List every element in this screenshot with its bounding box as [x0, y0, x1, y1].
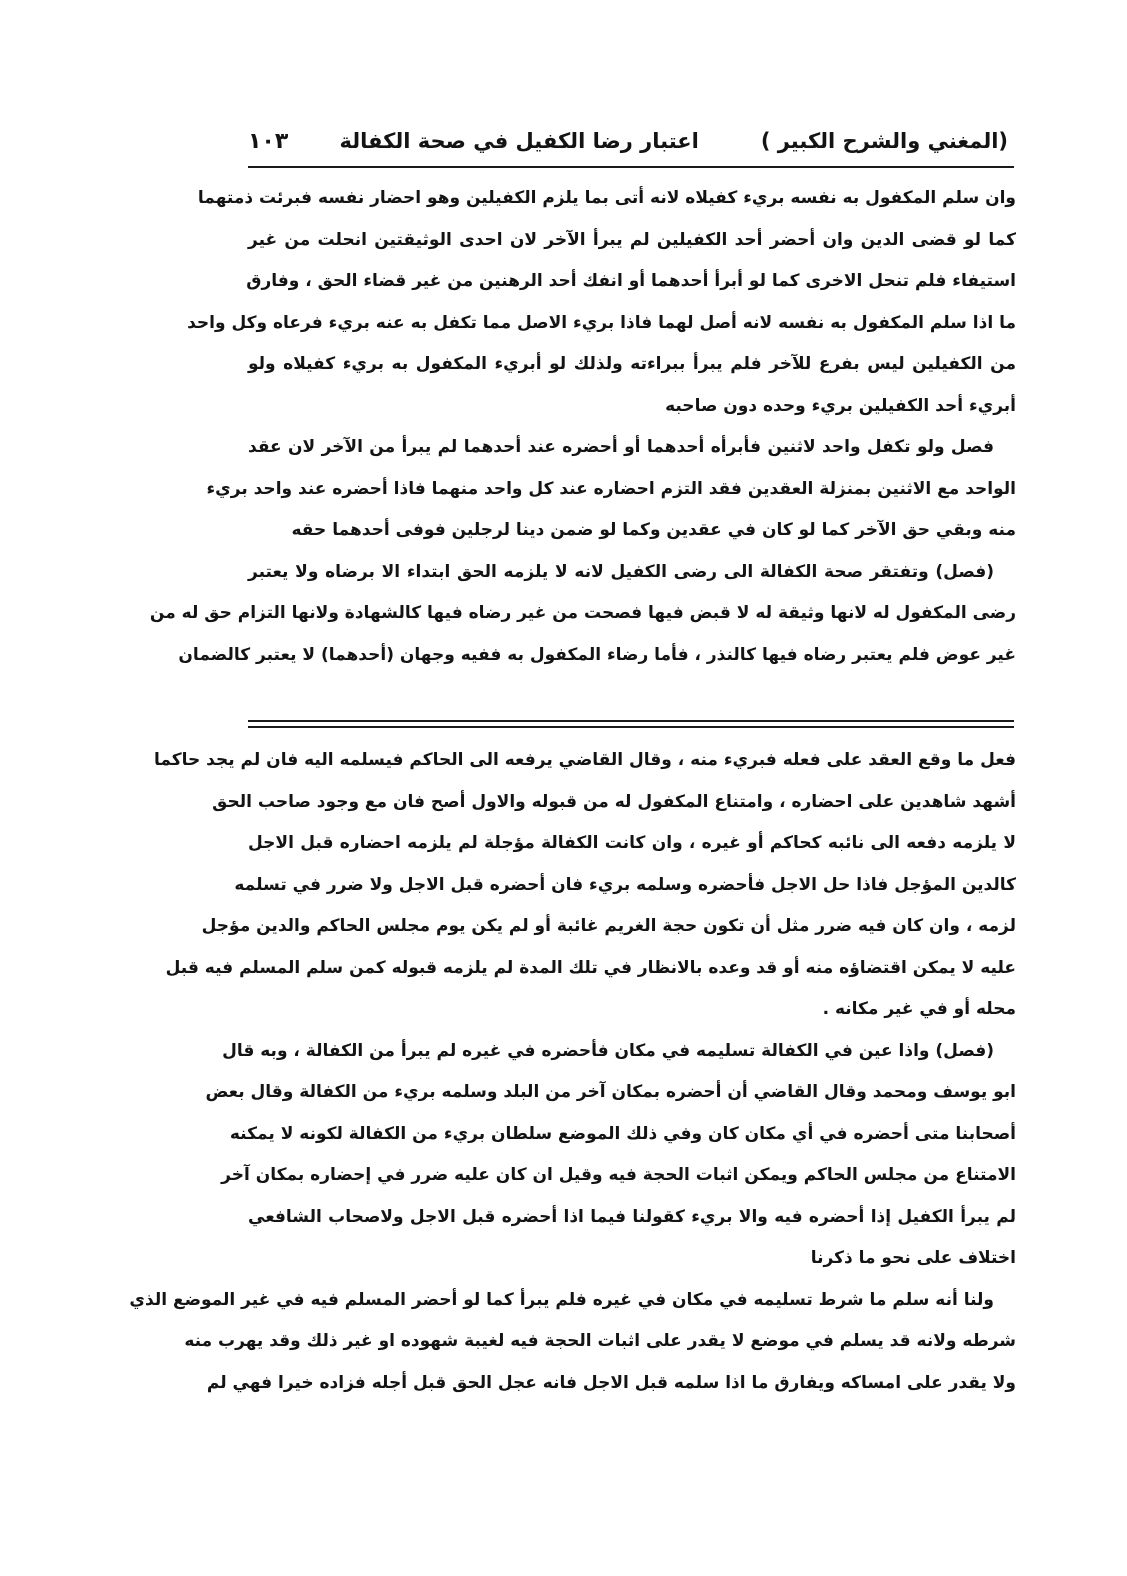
- running-head-chapter-title: اعتبار رضا الكفيل في صحة الكفالة: [339, 129, 699, 153]
- text-line: منه وبقي حق الآخر كما لو كان في عقدين وكما لو ضمن دينا لرجلين فوفى أحدهما حقه: [291, 520, 1016, 540]
- text-line: غير عوض فلم يعتبر رضاه فيها كالنذر ، فأما رضاء المكفول به ففيه وجهان (أحدهما) لا يعتبر كالضمان: [178, 644, 1016, 665]
- text-line: كالدين المؤجل فاذا حل الاجل فأحضره وسلمه بريء فان أحضره قبل الاجل ولا ضرر في تسلمه: [234, 874, 1016, 895]
- text-line: أشهد شاهدين على احضاره ، وامتناع المكفول له من قبوله والاول أصح فان مع وجود صاحب الحق: [212, 791, 1016, 812]
- text-line: فصل ولو تكفل واحد لاثنين فأبرأه أحدهما أو أحضره عند أحدهما لم يبرأ من الآخر لان عقد: [248, 437, 994, 457]
- text-line: محله أو في غير مكانه .: [822, 999, 1016, 1019]
- page-header: [248, 118, 1008, 164]
- paragraph: [153, 740, 1016, 1031]
- commentary-text-block: [129, 740, 1016, 1404]
- text-line: عليه لا يمكن اقتضاؤه منه أو قد وعده بالانظار في تلك المدة لم يلزمه قبوله كمن سلم المسلم فيه قبل: [165, 957, 1016, 978]
- divider-rule-top: [248, 720, 1014, 722]
- text-line: رضى المكفول له لانها وثيقة له لا قبض فيها فصحت من غير رضاه فيها كالشهادة ولانها التزام حق له من: [149, 603, 1016, 623]
- text-line: ولا يقدر على امساكه ويفارق ما اذا سلمه قبل الاجل فانه عجل الحق قبل أجله فزاده خيرا فهي لم: [206, 1372, 1016, 1393]
- page-number: ١٠٣: [248, 128, 289, 154]
- text-line: ولنا أنه سلم ما شرط تسليمه في مكان في غيره فلم يبرأ كما لو أحضر المسلم فيه في غير الموضع الذي: [129, 1289, 994, 1310]
- text-line: (فصل) واذا عين في الكفالة تسليمه في مكان فأحضره في غيره لم يبرأ من الكفالة ، وبه قال: [222, 1040, 994, 1061]
- text-line: أبريء أحد الكفيلين بريء وحده دون صاحبه: [665, 395, 1016, 416]
- main-text-block: [149, 178, 1016, 676]
- text-line: لزمه ، وان كان فيه ضرر مثل أن تكون حجة الغريم غائبة أو لم يكن يوم مجلس الحاكم والدين مؤجل: [201, 916, 1016, 936]
- header-rule: [248, 166, 1014, 168]
- paragraph: [187, 178, 1016, 427]
- text-line: الامتناع من مجلس الحاكم ويمكن اثبات الحجة فيه وقيل ان كان عليه ضرر في إحضاره بمكان آخر: [221, 1165, 1016, 1185]
- paragraph: [206, 427, 1016, 552]
- paragraph: [205, 1031, 1016, 1280]
- paragraph: [129, 1280, 1016, 1405]
- text-line: شرطه ولانه قد يسلم في موضع لا يقدر على اثبات الحجة فيه لغيبة شهوده او غير ذلك وقد يهرب منه: [184, 1331, 1016, 1351]
- paragraph: [149, 552, 1016, 677]
- text-line: كما لو قضى الدين وان أحضر أحد الكفيلين لم يبرأ الآخر لان احدى الوثيقتين انحلت من غير: [248, 229, 1016, 250]
- text-line: من الكفيلين ليس بفرع للآخر فلم يبرأ ببراءته ولذلك لو أبريء المكفول به بريء كفيلاه ولو: [248, 354, 1016, 374]
- text-line: استيفاء فلم تنحل الاخرى كما لو أبرأ أحدهما أو انفك أحد الرهنين من غير قضاء الحق ، وفارق: [246, 271, 1016, 291]
- text-line: ما اذا سلم المكفول به نفسه لانه أصل لهما فاذا بريء الاصل مما تكفل به عنه بريء فرعاه وكل واحد: [187, 312, 1016, 333]
- text-line: ابو يوسف ومحمد وقال القاضي أن أحضره بمكان آخر من البلد وسلمه بريء من الكفالة وقال بعض: [205, 1082, 1016, 1102]
- text-line: (فصل) وتفتقر صحة الكفالة الى رضى الكفيل لانه لا يلزمه الحق ابتداء الا برضاه ولا يعتبر: [248, 561, 994, 582]
- text-line: لا يلزمه دفعه الى نائبه كحاكم أو غيره ، وان كانت الكفالة مؤجلة لم يلزمه احضاره قبل الاجل: [248, 833, 1016, 853]
- text-line: أصحابنا متى أحضره في أي مكان كان وفي ذلك الموضع سلطان بريء من الكفالة لكونه لا يمكنه: [229, 1123, 1016, 1144]
- text-line: لم يبرأ الكفيل إذا أحضره فيه والا بريء كقولنا فيما اذا أحضره قبل الاجل ولاصحاب الشافعي: [248, 1206, 1016, 1227]
- text-line: الواحد مع الاثنين بمنزلة العقدين فقد التزم احضاره عند كل واحد منهما فاذا أحضره عند واحد بريء: [206, 478, 1016, 499]
- text-line: وان سلم المكفول به نفسه بريء كفيلاه لانه أتى بما يلزم الكفيلين وهو احضار نفسه فبرئت ذمتهما: [197, 188, 1016, 208]
- text-line: اختلاف على نحو ما ذكرنا: [810, 1248, 1016, 1268]
- running-head-book-title: (المغني والشرح الكبير ): [760, 129, 1008, 153]
- divider-rule-bottom: [248, 726, 1014, 728]
- text-line: فعل ما وقع العقد على فعله فبريء منه ، وقال القاضي يرفعه الى الحاكم فيسلمه اليه فان لم يجد حاكما: [153, 750, 1016, 770]
